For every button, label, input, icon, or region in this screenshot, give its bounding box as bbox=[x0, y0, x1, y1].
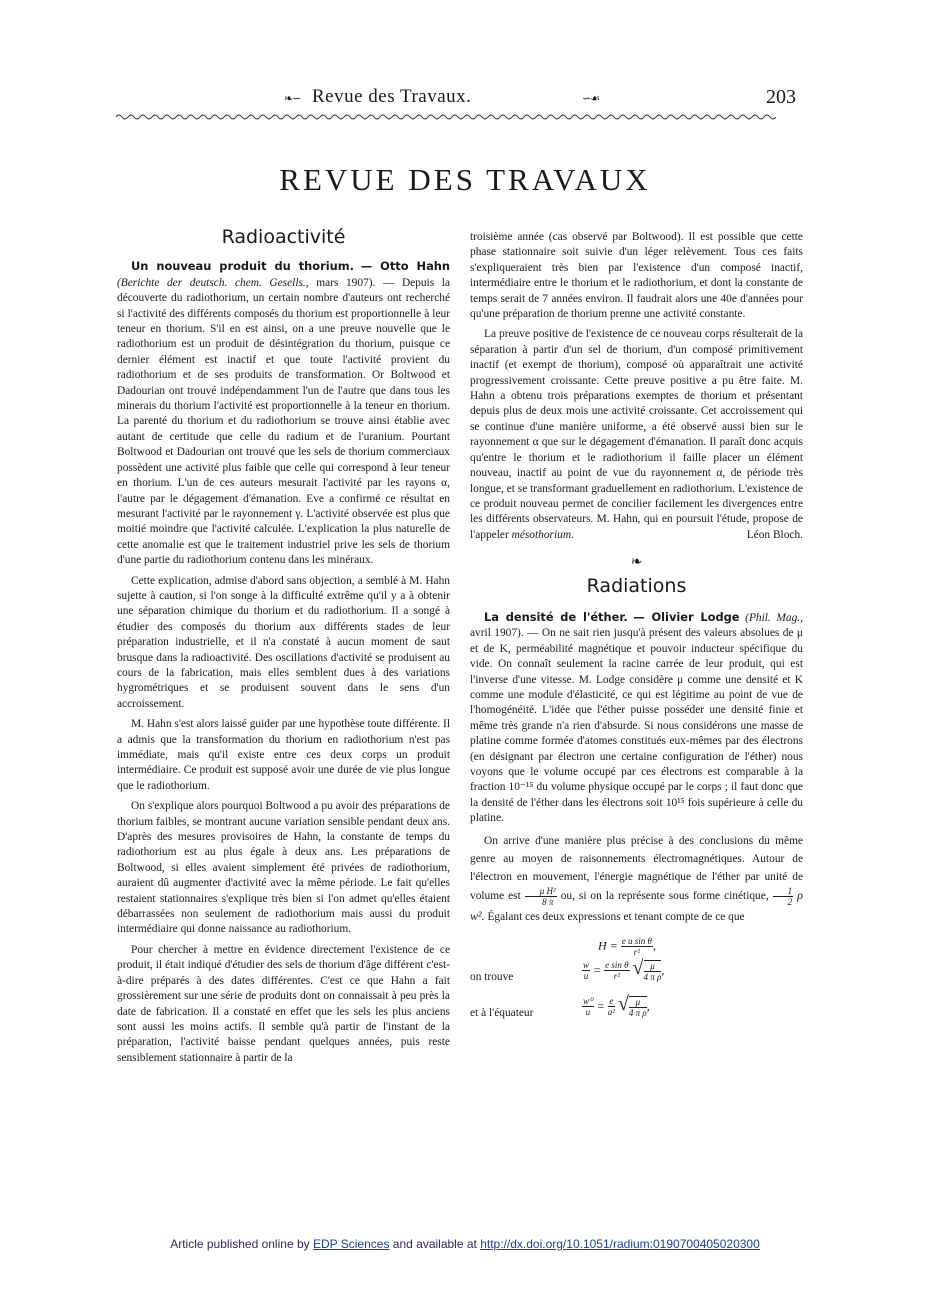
ornament-right-icon: ∽☙ bbox=[582, 92, 600, 105]
left-column bbox=[117, 228, 450, 1066]
formula-energy: $\frac{\text{μ H²}}{8 \pi}$ bbox=[525, 886, 557, 907]
paragraph-5: Pour chercher à mettre en évidence directement l'existence de ce produit, il était indiqué d'étudier des sels de thorium d'âge différent c'est-à-dire préparés à des dates différentes. C'est ce que Hahn a fait grossièrement sur une série de produits dont on connaissait à peu près la date de fabrication. Il a constaté en effet que les sels les plus anciens sont aussi les moins actifs. Il semble qu'à partir de l'instant de la préparation, l'activité baisse pendant quelques années, puis reste sensiblement stationnaire à partir de la bbox=[117, 943, 450, 1064]
section-title-radiations: Radiations bbox=[586, 574, 687, 597]
article-source: (Berichte der deutsch. chem. Gesells., bbox=[117, 276, 309, 289]
article-date-2: avril 1907). — bbox=[470, 627, 539, 640]
article-author-2: — Olivier Lodge bbox=[633, 609, 740, 624]
running-head bbox=[0, 84, 930, 114]
paragraph-em-c: Égalant ces deux expressions et tenant compte de ce que bbox=[487, 910, 745, 923]
paragraph-electromagnetic: On arrive d'une manière plus précise à des conclusions du même genre au moyen de raisonnements électromagnétiques. Autour de l'électron en mouvement, l'énergie magnétique de l'éther par unité de volume est $\frac{\text{μ H²}}{8 \pi}$ ou, si on la représente sous forme cinétique, $\frac{1}{2}$ ρ w². Égalant ces deux expressions et tenant compte de ce que bbox=[470, 834, 804, 923]
mesothorium-term: mésothorium. bbox=[511, 528, 574, 541]
article-date: mars 1907). — bbox=[316, 276, 395, 289]
paragraph-1: Depuis la découverte du radiothorium, un certain nombre d'auteurs ont recherché si l'activité des différents composés du thorium est proportionnelle à leur teneur en thorium. S'il en est ainsi, on a une preuve nouvelle que le radiothorium est un produit de désintégration du thorium, puisque ce dernier élément est inactif et que toute l'activité provient du radiothorium et de ses produits de transformation. Or Boltwood et Dadourian ont trouvé indépendamment l'un de l'autre que dans tous les minerais du thorium l'activité est proportionnelle à la teneur en thorium. La parenté du thorium et du radiothorium se trouve ainsi établie avec autant de certitude que celle du radium et de l'uranium. Pourtant Boltwood et Dadourian ont trouvé que les sels de thorium commerciaux possèdent une activité plus faible que celle qui correspond à leur teneur en thorium. L'un de ces auteurs mesurait l'activité par les rayons α, l'autre par le dégagement d'émanation. Eve a confirmé ce résultat en mesurant l'activité par le rayonnement γ. L'activité observée est plus que moitié moindre que l'activité calculée. L'explication la plus naturelle de cette anomalie est que le traitement industriel prive les sels de thorium d'une partie du radiothorium contenu dans les minéraux. bbox=[117, 276, 451, 567]
label-trouve: on trouve bbox=[470, 970, 514, 983]
paragraph-continued: troisième année (cas observé par Boltwood). Il est possible que cette phase stationnaire soit suivie d'un léger relèvement. Tous ces faits s'expliqueraient très bien par l'existence d'un composé inactif, intermédiaire entre le thorium et le radiothorium, et dont la constante de temps serait de 7 années environ. Il faudrait alors une 40e d'années pour qu'une préparation de thorium prenne une activité constante. bbox=[470, 231, 803, 321]
doi-link[interactable]: http://dx.doi.org/10.1051/radium:0190700405020300 bbox=[480, 1237, 760, 1251]
right-column bbox=[470, 230, 803, 1032]
paragraph-em-b: ou, si on la représente sous forme cinétique, bbox=[560, 889, 769, 902]
running-title: Revue des Travaux. bbox=[312, 86, 472, 107]
formula-equateur: et à l'équateur $\frac{\text{w⁰}}{u}$ = $\frac{e}{\text{a²}}$ √ $\frac{\mu}{\text{4 π ρ}}$ , bbox=[470, 996, 803, 1032]
formula-kinetic-coef: $\frac{1}{2}$ bbox=[773, 886, 794, 907]
article-author: — Otto Hahn bbox=[360, 259, 450, 274]
article-title-2: La densité de l'éther. bbox=[484, 609, 628, 624]
article-source-2: (Phil. Mag., bbox=[745, 611, 803, 624]
footer-middle: and available at bbox=[392, 1237, 477, 1251]
paragraph-proof-text: La preuve positive de l'existence de ce nouveau corps résulterait de la séparation à partir d'un sel de thorium, d'un composé primitivement inactif (et exempt de thorium), composé où apparaîtrait une activité progressivement croissante. Cette preuve positive a pu être faite. M. Hahn a obtenu trois préparations exemptes de thorium et présentant depuis plus de deux mois une activité croissante. Cet accroissement qui se continue d'une manière uniforme, a été observé aussi bien sur le rayonnement α que sur le dégagement d'émanation. Il paraît donc acquis qu'entre le thorium et le radiothorium il faille placer un élément nouveau, inactif au point de vue du rayonnement α, de période très longue, et se transformant graduellement en radiothorium. L'existence de ce produit nouveau permet de concilier facilement les divergences entre les différents observateurs. M. Hahn, qui en poursuit l'étude, propose de l'appeler bbox=[470, 328, 803, 541]
formula-H: H = $\frac{\text{e u sin θ}}{\text{r²}}$ , bbox=[598, 935, 656, 957]
article-heading bbox=[117, 259, 450, 568]
page-number: 203 bbox=[766, 86, 796, 108]
main-title: REVUE DES TRAVAUX bbox=[279, 162, 651, 197]
paragraph-ether: On ne sait rien jusqu'à présent des valeurs absolues de μ et de K, perméabilité magnétique et pouvoir inducteur spécifique du vide. On connaît seulement la racine carrée de leur produit, qui est l'inverse d'une vitesse. M. Lodge considère μ comme une densité et K comme une module d'élasticité, ce qui est légitime au point de vue de l'homogénéité. L'idée que l'éther puisse posséder une densité finie et même très grande n'a rien d'absurde. Si nous considérons une masse de platine comme formée d'atomes constitués eux-mêmes par des électrons (en désignant par électron une certaine configuration de l'éther) nous voyons que le volume occupé par ces électrons est comparable à la fraction 10⁻¹⁵ du volume physique occupé par le corps ; il faut donc que la densité de l'éther dans les électrons soit 10¹⁵ fois supérieure à celle du platine. bbox=[470, 627, 803, 825]
article-title: Un nouveau produit du thorium. bbox=[131, 259, 354, 274]
formula-trouve: on trouve $\frac{w}{u}$ = $\frac{\text{e sin θ}}{\text{r²}}$ √ $\frac{\mu}{\text{4 π ρ}}$ , bbox=[470, 960, 803, 996]
signature: Léon Bloch. bbox=[746, 528, 803, 541]
paragraph-em-a: On arrive d'une manière plus précise à des conclusions du même genre au moyen de raisonnements électromagnétiques. Autour de l'électron en mouvement, l'énergie magnétique de l'éther par unité de volume est bbox=[470, 834, 803, 902]
paragraph-proof bbox=[470, 327, 803, 543]
footer bbox=[0, 1237, 930, 1251]
paragraph-4: On s'explique alors pourquoi Boltwood a pu avoir des préparations de thorium faibles, se montrant aucune variation sensible pendant deux ans. D'après des mesures provisoires de Hahn, la constante de temps du radiothorium est au plus égale à deux ans. Les préparations de Boltwood, si elles avaient simplement été privées de radiothorium, auraient dû augmenter d'activité avec la même période. Le fait qu'elles restaient stationnaires s'explique très bien si l'on admet qu'elles étaient débarrassées non seulement de radiothorium mais aussi du produit intermédiaire qui donne naissance au radiothorium. bbox=[117, 800, 450, 936]
publisher-link[interactable]: EDP Sciences bbox=[312, 1237, 390, 1251]
section-title-radioactivite: Radioactivité bbox=[221, 226, 346, 248]
label-equateur: et à l'équateur bbox=[470, 1006, 534, 1019]
paragraph-2: Cette explication, admise d'abord sans objection, a semblé à M. Hahn sujette à caution, si l'on songe à la difficulté extrême qu'il y a à obtenir une séparation chimique du thorium et du radiothorium. Il a songé à étudier des composés du thorium aux différents stades de leur préparation industrielle, et il n'a constaté à aucun moment de saut brusque dans la radioactivité. Des oscillations d'activité se produisent au cours de la fabrication, mais elles semblent dues à des variations hygrométriques et se produisent souvent dans le sens d'un accroissement. bbox=[117, 574, 450, 710]
wavy-rule-divider bbox=[116, 112, 802, 122]
paragraph-3: M. Hahn s'est alors laissé guider par une hypothèse toute différente. Il a admis que la transformation du thorium en radiothorium n'est pas immédiate, mais qu'il existe entre ces deux corps un produit intermédiaire. Ce produit est supposé avoir une durée de vie plus longue que le radiothorium. bbox=[117, 718, 450, 792]
article-heading-2 bbox=[470, 610, 803, 827]
footer-prefix: Article published online by bbox=[170, 1237, 310, 1251]
ornament-left-icon: ❧∽ bbox=[284, 92, 301, 105]
fleuron-icon: ❧ bbox=[630, 555, 643, 571]
